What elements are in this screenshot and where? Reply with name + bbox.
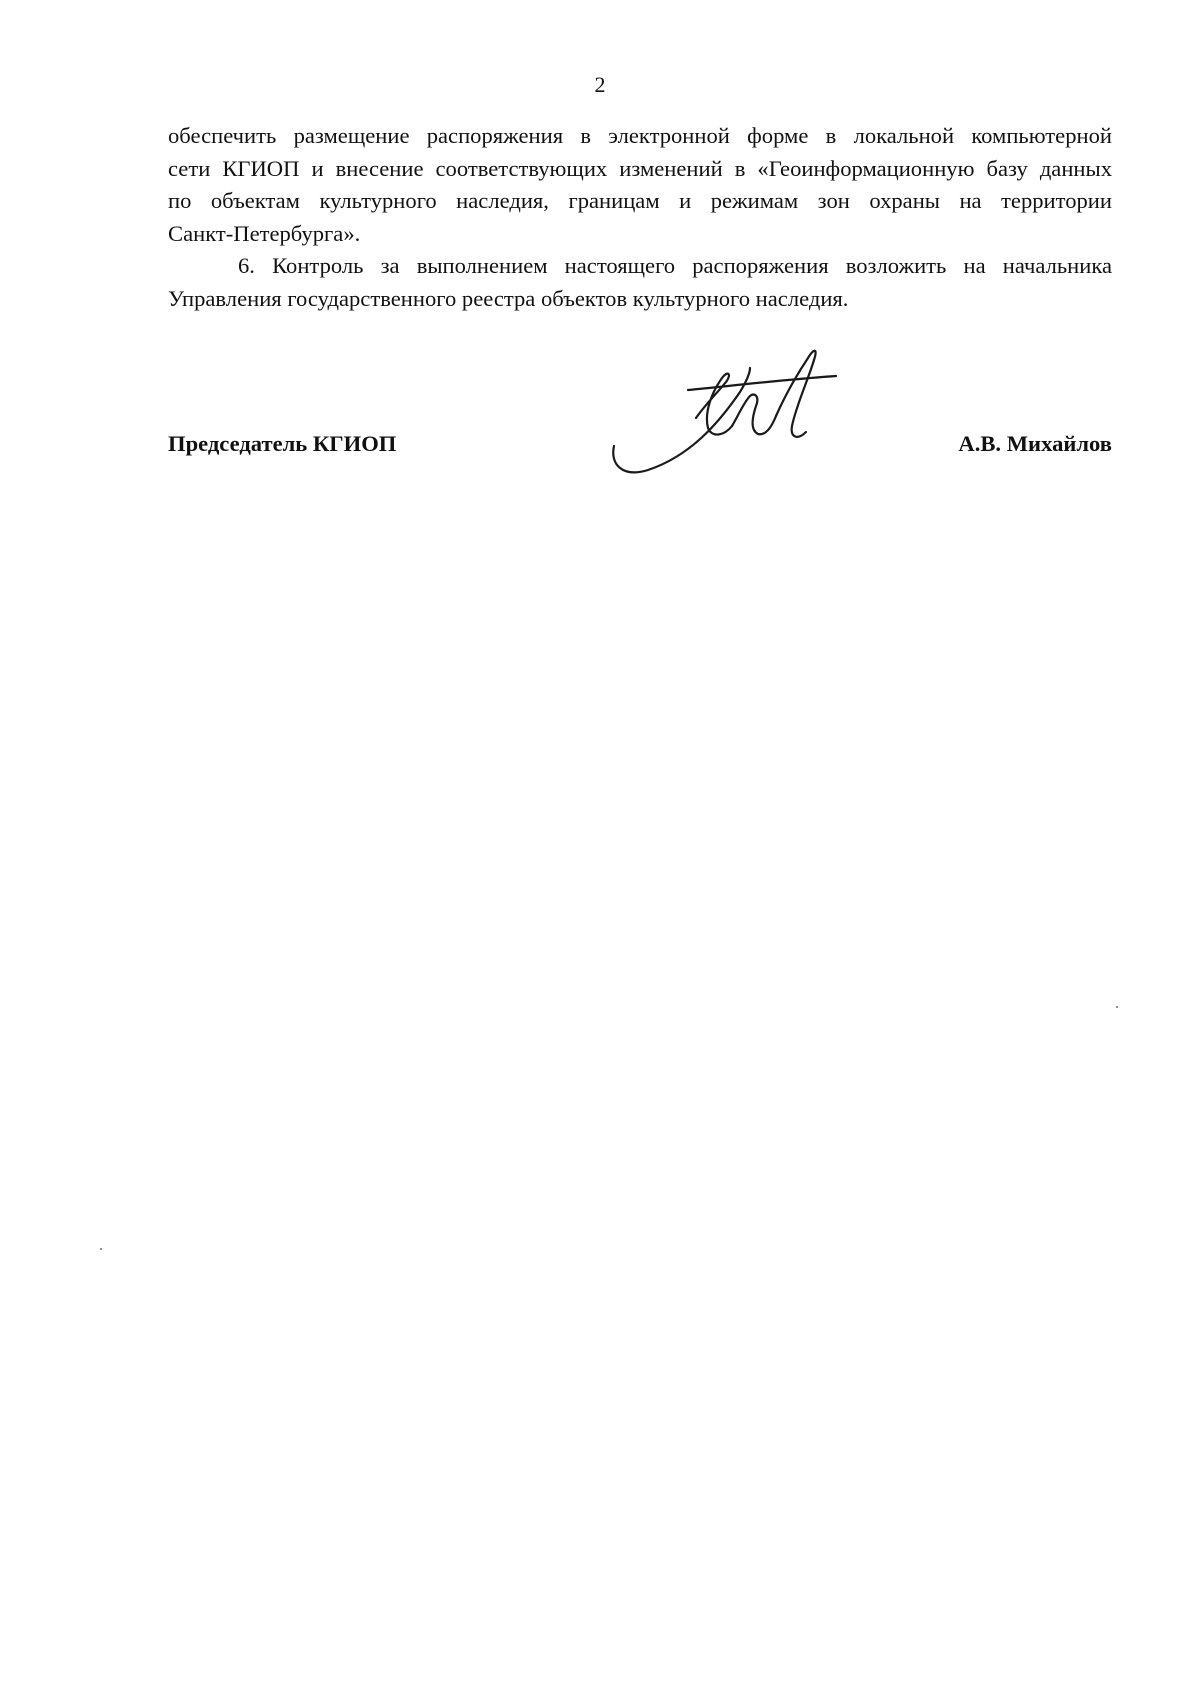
paragraph-line: сети КГИОП и внесение соответствующих изменений в «Геоинформационную базу данных: [168, 155, 1112, 181]
paragraph-line: Санкт-Петербурга».: [168, 220, 361, 246]
signer-name: А.В. Михайлов: [958, 431, 1112, 456]
paragraph-line: 6. Контроль за выполнением настоящего распоряжения возложить на начальника: [238, 253, 1112, 278]
scan-speck: [100, 1248, 102, 1250]
scan-speck: [1116, 1006, 1118, 1008]
handwritten-signature-icon: [600, 340, 860, 490]
paragraph-line: Управления государственного реестра объектов культурного наследия.: [168, 285, 849, 311]
paragraph-publication-instruction: [168, 120, 1112, 250]
signer-title: Председатель КГИОП: [168, 431, 397, 456]
paragraph-line: по объектам культурного наследия, границам и режимам зон охраны на территории: [168, 188, 1112, 213]
page-number: 2: [594, 72, 606, 97]
paragraph-line: обеспечить размещение распоряжения в электронной форме в локальной компьютерной: [168, 123, 1112, 148]
paragraph-control-clause: [168, 250, 1112, 315]
